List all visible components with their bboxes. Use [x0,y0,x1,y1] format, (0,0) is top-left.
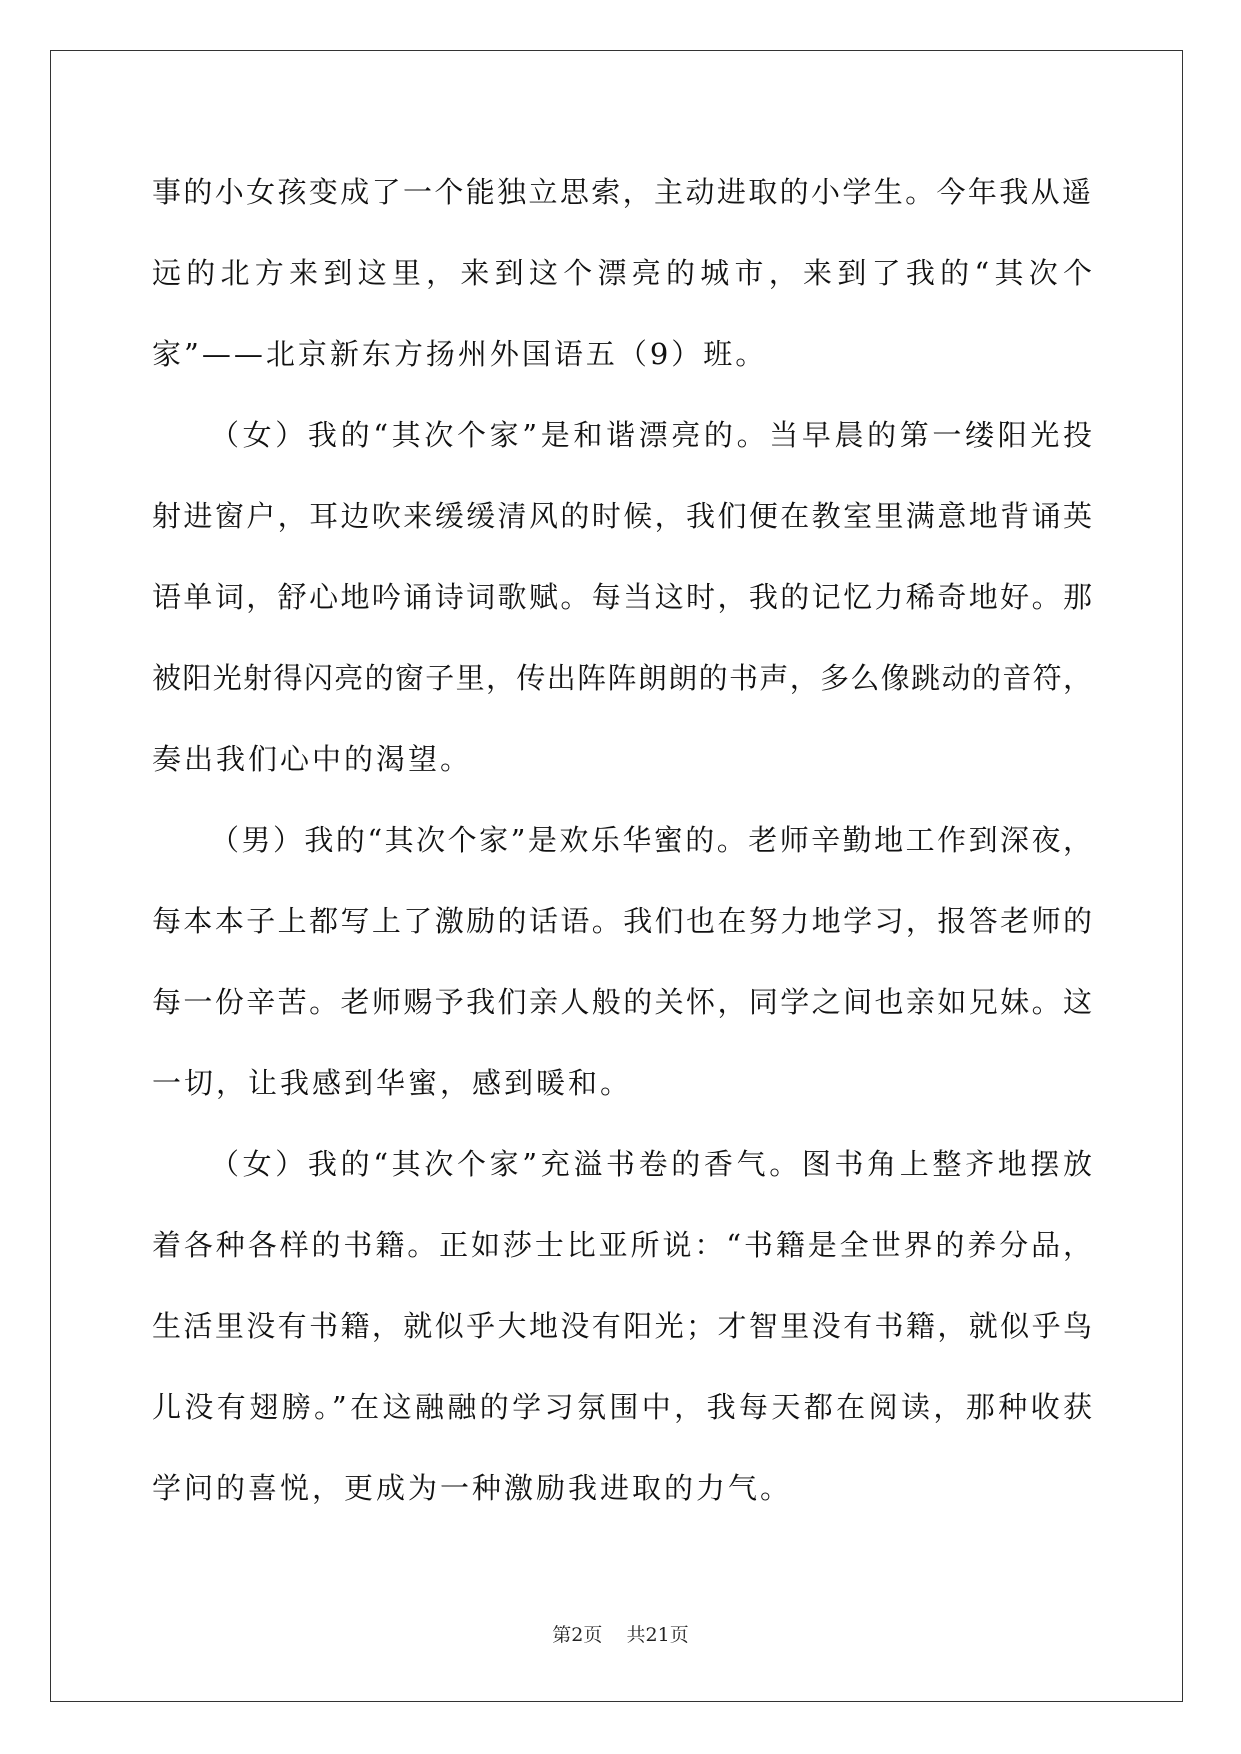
page-footer [0,1620,1241,1647]
paragraph-start-line: （女）我的“其次个家”充溢书卷的香气。图书角上整齐地摆放 [210,1147,1092,1181]
page-total: 共21页 [626,1624,689,1646]
text-line: 生活里没有书籍，就似乎大地没有阳光；才智里没有书籍，就似乎鸟 [152,1309,1092,1343]
text-line: 着各种各样的书籍。正如莎士比亚所说：“书籍是全世界的养分品， [152,1228,1092,1262]
document-body [152,162,1092,1539]
text-line: 奏出我们心中的渴望。 [152,742,473,776]
text-line: 儿没有翅膀。”在这融融的学习氛围中，我每天都在阅读，那种收获 [152,1390,1092,1424]
paragraph-start-line: （男）我的“其次个家”是欢乐华蜜的。老师辛勤地工作到深夜， [210,823,1092,857]
text-line: 远的北方来到这里，来到这个漂亮的城市，来到了我的“其次个 [152,256,1092,290]
text-line: 每本本子上都写上了激励的话语。我们也在努力地学习，报答老师的 [152,904,1092,938]
text-line: 一切，让我感到华蜜，感到暖和。 [152,1066,633,1100]
text-line: 事的小女孩变成了一个能独立思索，主动进取的小学生。今年我从遥 [152,175,1092,209]
text-line: 射进窗户，耳边吹来缓缓清风的时候，我们便在教室里满意地背诵英 [152,499,1092,533]
text-line: 语单词，舒心地吟诵诗词歌赋。每当这时，我的记忆力稀奇地好。那 [152,580,1092,614]
page-number: 第2页 [552,1624,603,1646]
text-line: 家”——北京新东方扬州外国语五（9）班。 [152,337,768,371]
text-line: 被阳光射得闪亮的窗子里，传出阵阵朗朗的书声，多么像跳动的音符， [152,661,1092,695]
text-line: 学问的喜悦，更成为一种激励我进取的力气。 [152,1471,793,1505]
text-line: 每一份辛苦。老师赐予我们亲人般的关怀，同学之间也亲如兄妹。这 [152,985,1092,1019]
paragraph-start-line: （女）我的“其次个家”是和谐漂亮的。当早晨的第一缕阳光投 [210,418,1092,452]
